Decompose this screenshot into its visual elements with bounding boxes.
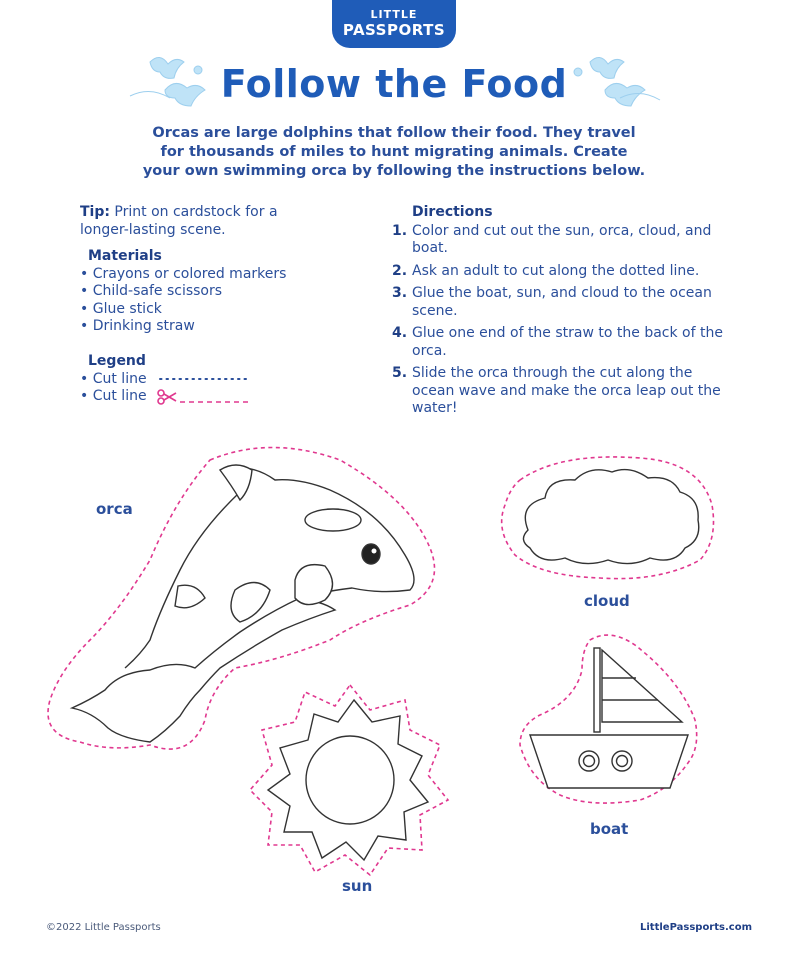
tip-text: Print on cardstock for a longer-lasting scene. bbox=[80, 204, 278, 238]
boat-drawing bbox=[530, 648, 688, 788]
step-number: 3. bbox=[392, 285, 408, 301]
list-item: • Glue stick bbox=[80, 301, 340, 319]
scissors-icon bbox=[158, 390, 176, 404]
step-text: Color and cut out the sun, orca, cloud, and boat. bbox=[412, 222, 712, 256]
footer-url[interactable]: LittlePassports.com bbox=[640, 922, 752, 933]
materials-heading: Materials bbox=[88, 248, 162, 264]
footer-copyright: ©2022 Little Passports bbox=[46, 922, 161, 933]
materials-block bbox=[80, 248, 340, 336]
sun-drawing bbox=[268, 700, 428, 860]
materials-list bbox=[80, 266, 340, 336]
direction-step bbox=[392, 263, 732, 281]
step-text: Glue the boat, sun, and cloud to the ocean scene. bbox=[412, 285, 712, 319]
step-text: Ask an adult to cut along the dotted line. bbox=[412, 262, 700, 279]
brand-line2: PASSPORTS bbox=[342, 21, 446, 39]
legend-block bbox=[80, 353, 160, 406]
legend-heading: Legend bbox=[88, 353, 146, 369]
direction-step bbox=[392, 285, 732, 320]
cloud-label: cloud bbox=[584, 592, 630, 610]
sun-label: sun bbox=[342, 877, 373, 895]
directions-list bbox=[392, 223, 732, 418]
legend-list bbox=[80, 371, 160, 406]
direction-step bbox=[392, 365, 732, 418]
directions-heading: Directions bbox=[412, 204, 493, 220]
step-text: Glue one end of the straw to the back of the orca. bbox=[412, 325, 723, 359]
directions-block bbox=[392, 204, 732, 423]
step-number: 5. bbox=[392, 365, 408, 381]
step-number: 2. bbox=[392, 262, 408, 279]
direction-step bbox=[392, 325, 732, 360]
boat-label: boat bbox=[590, 820, 629, 838]
list-item: • Child-safe scissors bbox=[80, 283, 340, 301]
intro-text: Orcas are large dolphins that follow their food. They travel for thousands of miles to hunt migrating animals. Create your own swimming orca by following the instructions below. bbox=[142, 125, 646, 179]
direction-step bbox=[392, 223, 732, 258]
tip-block bbox=[80, 204, 310, 239]
cloud-drawing bbox=[523, 470, 698, 564]
step-number: 4. bbox=[392, 325, 408, 341]
legend-item-dotted: • Cut line bbox=[80, 371, 160, 389]
step-text: Slide the orca through the cut along the ocean wave and make the orca leap out the water! bbox=[412, 365, 721, 416]
list-item: • Crayons or colored markers bbox=[80, 266, 340, 284]
step-number: 1. bbox=[392, 222, 408, 239]
tip-label: Tip: bbox=[80, 204, 110, 220]
list-item: • Drinking straw bbox=[80, 318, 340, 336]
brand-line1: LITTLE bbox=[370, 8, 418, 21]
orca-label: orca bbox=[96, 500, 133, 518]
legend-item-dashed: • Cut line bbox=[80, 388, 160, 406]
page-title: Follow the Food bbox=[220, 62, 568, 106]
